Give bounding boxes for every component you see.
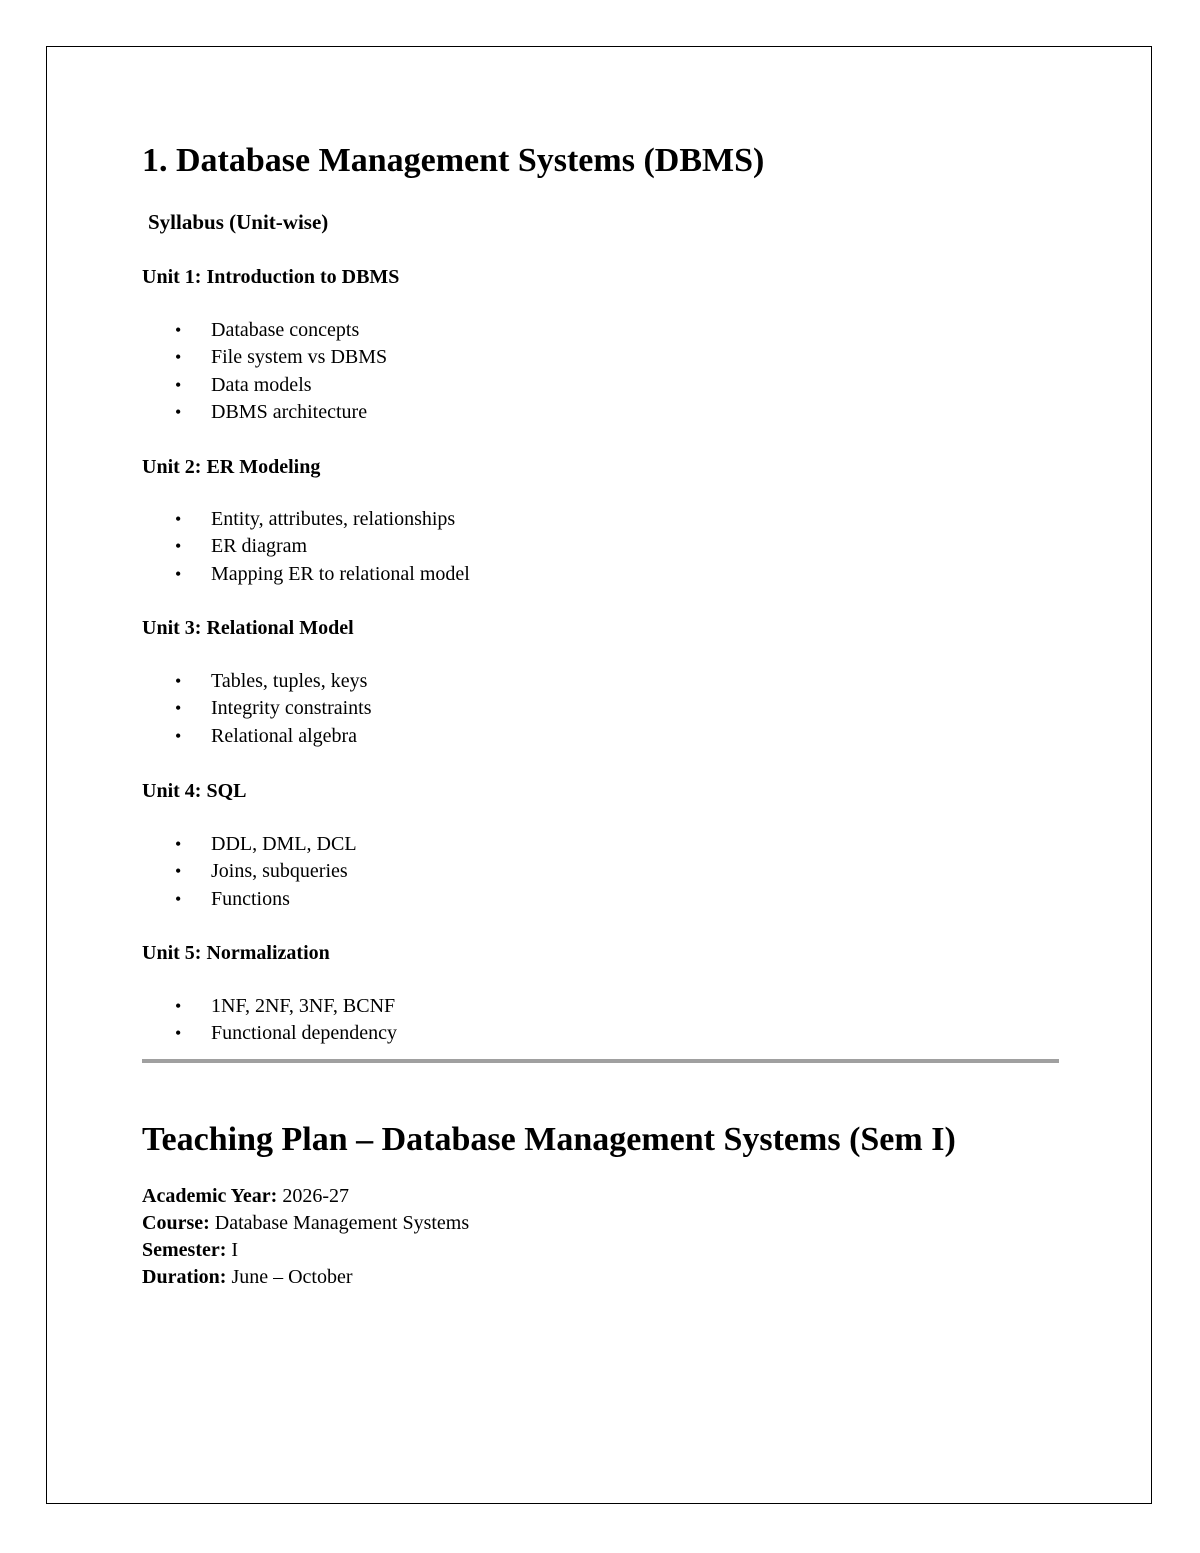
topic-text: Functions	[211, 887, 290, 910]
bullet-icon: •	[175, 725, 182, 746]
topic-text: File system vs DBMS	[211, 346, 388, 369]
unit-heading: Unit 2: ER Modeling	[142, 456, 321, 479]
topic-text: Joins, subqueries	[211, 860, 348, 883]
bullet-icon: •	[175, 347, 182, 368]
topic-text: Tables, tuples, keys	[211, 670, 368, 693]
document-content	[142, 138, 1062, 1291]
topic-text: Entity, attributes, relationships	[211, 508, 456, 531]
bullet-icon: •	[175, 509, 182, 530]
bullet-icon: •	[175, 1023, 182, 1044]
list-item	[142, 831, 1062, 858]
list-item	[142, 858, 1062, 885]
semester-label: Semester:	[142, 1239, 227, 1262]
academic-year-label: Academic Year:	[142, 1185, 278, 1208]
topic-list	[142, 317, 1062, 426]
bullet-icon: •	[175, 995, 182, 1016]
bullet-icon: •	[175, 563, 182, 584]
unit-heading: Unit 1: Introduction to DBMS	[142, 266, 400, 288]
bullet-icon: •	[175, 401, 182, 422]
course-details	[142, 1183, 1062, 1291]
list-item	[142, 723, 1062, 750]
topic-text: 1NF, 2NF, 3NF, BCNF	[211, 994, 396, 1017]
list-item	[142, 317, 1062, 344]
unit-section	[142, 940, 1062, 1048]
bullet-icon: •	[175, 861, 182, 882]
academic-year-line	[142, 1183, 1062, 1210]
topic-list	[142, 668, 1062, 750]
topic-list	[142, 993, 1062, 1048]
bullet-icon: •	[175, 888, 182, 909]
unit-section	[142, 264, 1062, 426]
list-item	[142, 344, 1062, 371]
bullet-icon: •	[175, 833, 182, 854]
list-item	[142, 372, 1062, 399]
bullet-icon: •	[175, 320, 182, 340]
topic-text: DBMS architecture	[211, 400, 368, 423]
duration-value: June – October	[231, 1266, 353, 1289]
bullet-icon: •	[175, 374, 182, 395]
course-line	[142, 1210, 1062, 1237]
topic-list	[142, 831, 1062, 913]
list-item	[142, 886, 1062, 913]
unit-section	[142, 615, 1062, 750]
topic-text: Integrity constraints	[211, 697, 372, 720]
horizontal-divider	[142, 1059, 1059, 1063]
document-title: 1. Database Management Systems (DBMS)	[142, 142, 765, 179]
topic-text: DDL, DML, DCL	[211, 832, 357, 855]
topic-text: Relational algebra	[211, 724, 358, 747]
topic-text: Mapping ER to relational model	[211, 562, 470, 585]
list-item	[142, 695, 1062, 722]
list-item	[142, 668, 1062, 695]
list-item	[142, 993, 1062, 1020]
topic-text: Data models	[211, 373, 312, 396]
list-item	[142, 533, 1062, 560]
topic-list	[142, 506, 1062, 588]
course-label: Course:	[142, 1212, 210, 1235]
list-item	[142, 1020, 1062, 1047]
unit-heading: Unit 4: SQL	[142, 779, 247, 802]
duration-label: Duration:	[142, 1266, 227, 1289]
bullet-icon: •	[175, 698, 182, 719]
unit-section	[142, 778, 1062, 913]
semester-line	[142, 1237, 1062, 1264]
semester-value: I	[231, 1239, 239, 1262]
list-item	[142, 506, 1062, 533]
syllabus-subtitle: Syllabus (Unit-wise)	[148, 210, 329, 234]
list-item	[142, 399, 1062, 426]
list-item	[142, 561, 1062, 588]
course-value: Database Management Systems	[214, 1212, 470, 1235]
bullet-icon: •	[175, 671, 182, 692]
unit-heading: Unit 5: Normalization	[142, 941, 330, 964]
topic-text: ER diagram	[211, 535, 308, 558]
unit-section	[142, 454, 1062, 588]
unit-heading: Unit 3: Relational Model	[142, 617, 354, 640]
topic-text: Functional dependency	[211, 1022, 398, 1045]
topic-text: Database concepts	[211, 319, 360, 341]
bullet-icon: •	[175, 536, 182, 557]
academic-year-value: 2026-27	[282, 1185, 349, 1208]
duration-line	[142, 1264, 1062, 1291]
teaching-plan-title: Teaching Plan – Database Management Systems (Sem I)	[142, 1121, 956, 1159]
